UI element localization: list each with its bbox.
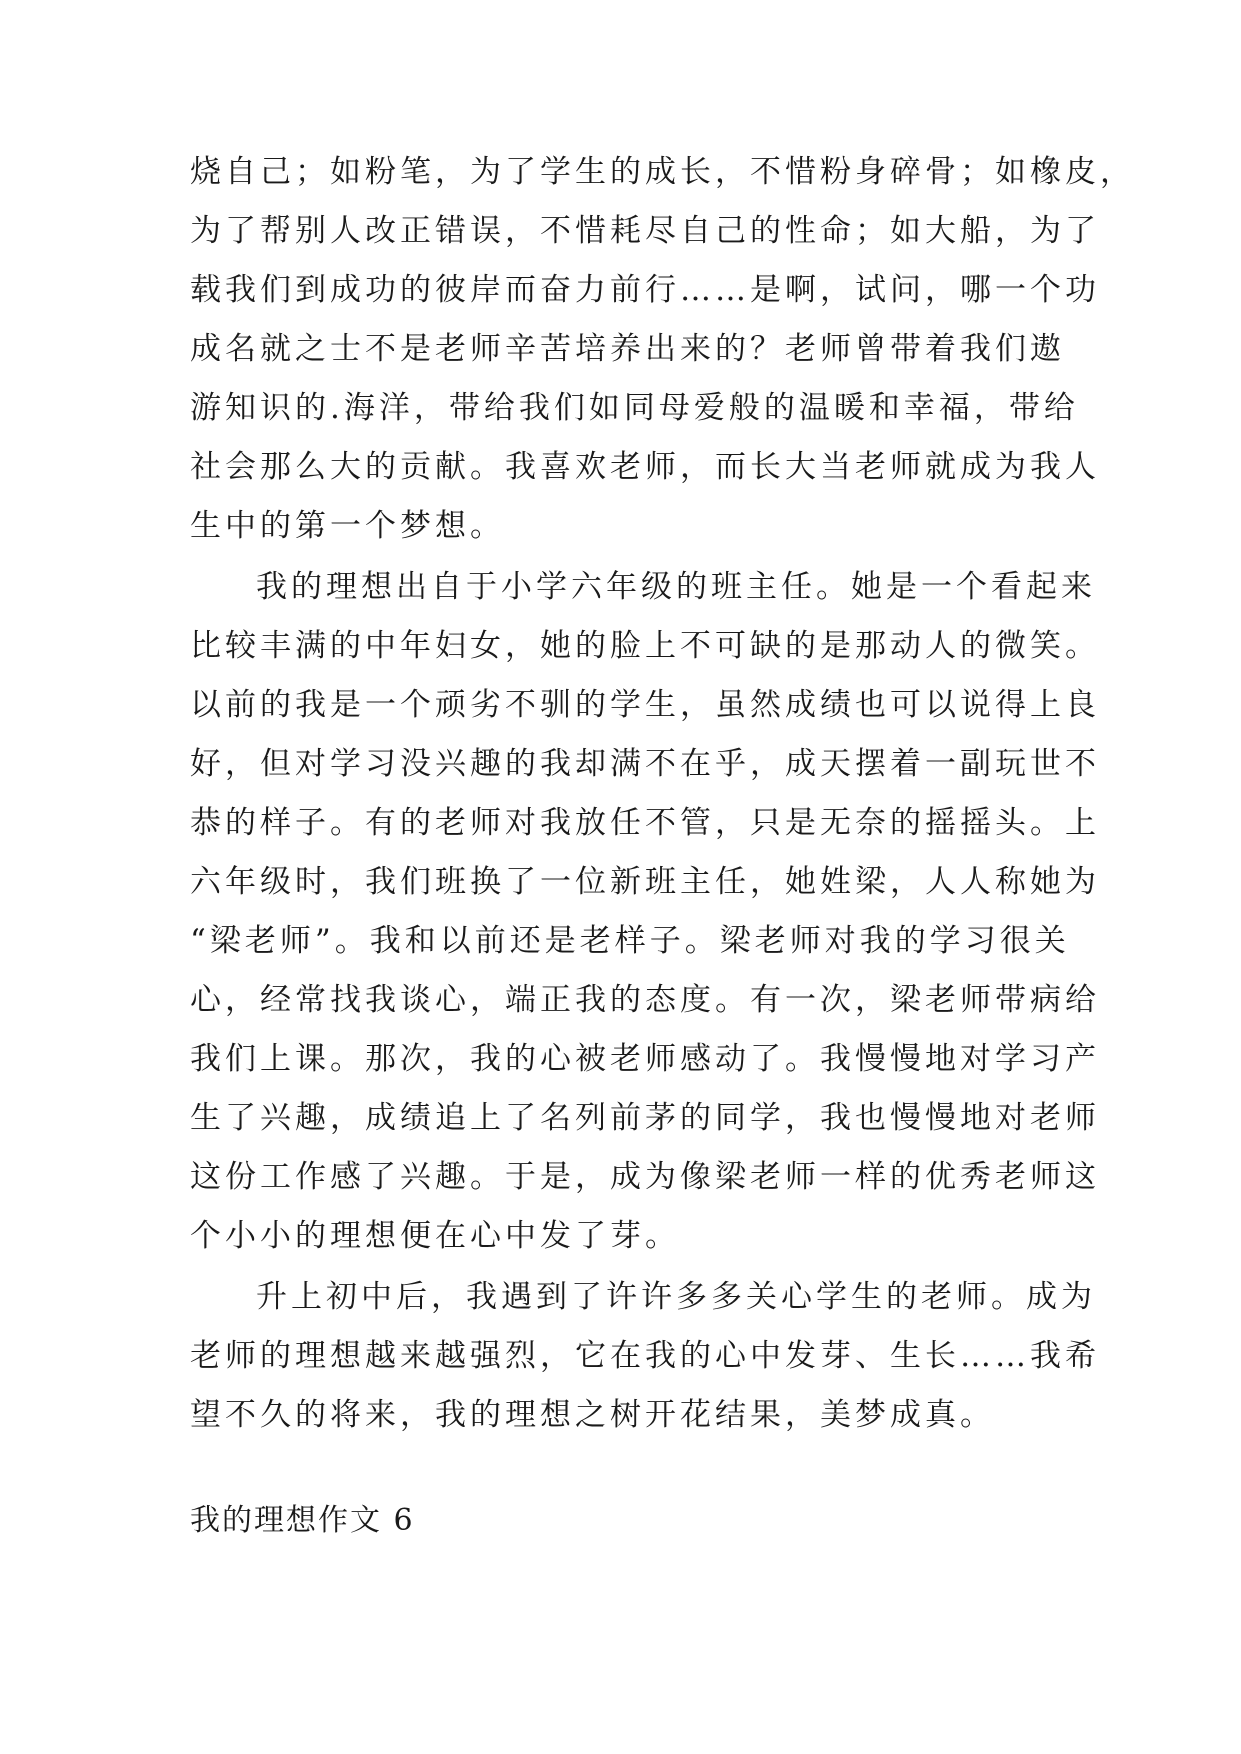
paragraph-2-line-7: “梁老师”。我和以前还是老样子。梁老师对我的学习很关 [190,923,1070,959]
paragraph-2-line-12: 个小小的理想便在心中发了芽。 [190,1218,680,1254]
paragraph-1-line-6: 社会那么大的贡献。我喜欢老师，而长大当老师就成为我人 [190,449,1100,485]
paragraph-2-line-9: 我们上课。那次，我的心被老师感动了。我慢慢地对学习产 [190,1041,1100,1077]
paragraph-1-line-3: 载我们到成功的彼岸而奋力前行……是啊，试问，哪一个功 [190,272,1100,308]
paragraph-1-line-5: 游知识的.海洋，带给我们如同母爱般的温暖和幸福，带给 [190,390,1079,426]
section-heading: 我的理想作文 6 [190,1503,415,1538]
paragraph-2-line-6: 六年级时，我们班换了一位新班主任，她姓梁，人人称她为 [190,864,1100,900]
paragraph-2-line-4: 好，但对学习没兴趣的我却满不在乎，成天摆着一副玩世不 [190,746,1100,782]
paragraph-3-line-3: 望不久的将来，我的理想之树开花结果，美梦成真。 [190,1397,995,1433]
paragraph-2-line-8: 心，经常找我谈心，端正我的态度。有一次，梁老师带病给 [190,982,1100,1018]
paragraph-2-line-1: 我的理想出自于小学六年级的班主任。她是一个看起来 [256,569,1096,605]
paragraph-2-line-10: 生了兴趣，成绩追上了名列前茅的同学，我也慢慢地对老师 [190,1100,1100,1136]
paragraph-1-line-2: 为了帮别人改正错误，不惜耗尽自己的性命；如大船，为了 [190,213,1100,249]
paragraph-2-line-11: 这份工作感了兴趣。于是，成为像梁老师一样的优秀老师这 [190,1159,1100,1195]
paragraph-1-line-7: 生中的第一个梦想。 [190,508,505,544]
paragraph-1-line-4: 成名就之士不是老师辛苦培养出来的？老师曾带着我们遨 [190,331,1065,367]
paragraph-3-line-2: 老师的理想越来越强烈，它在我的心中发芽、生长……我希 [190,1338,1100,1374]
paragraph-2-line-2: 比较丰满的中年妇女，她的脸上不可缺的是那动人的微笑。 [190,628,1100,664]
paragraph-1-line-1: 烧自己；如粉笔，为了学生的成长，不惜粉身碎骨；如橡皮， [190,154,1135,190]
paragraph-3-line-1: 升上初中后，我遇到了许许多多关心学生的老师。成为 [256,1279,1096,1315]
paragraph-2-line-3: 以前的我是一个顽劣不驯的学生，虽然成绩也可以说得上良 [190,687,1100,723]
paragraph-2-line-5: 恭的样子。有的老师对我放任不管，只是无奈的摇摇头。上 [190,805,1100,841]
